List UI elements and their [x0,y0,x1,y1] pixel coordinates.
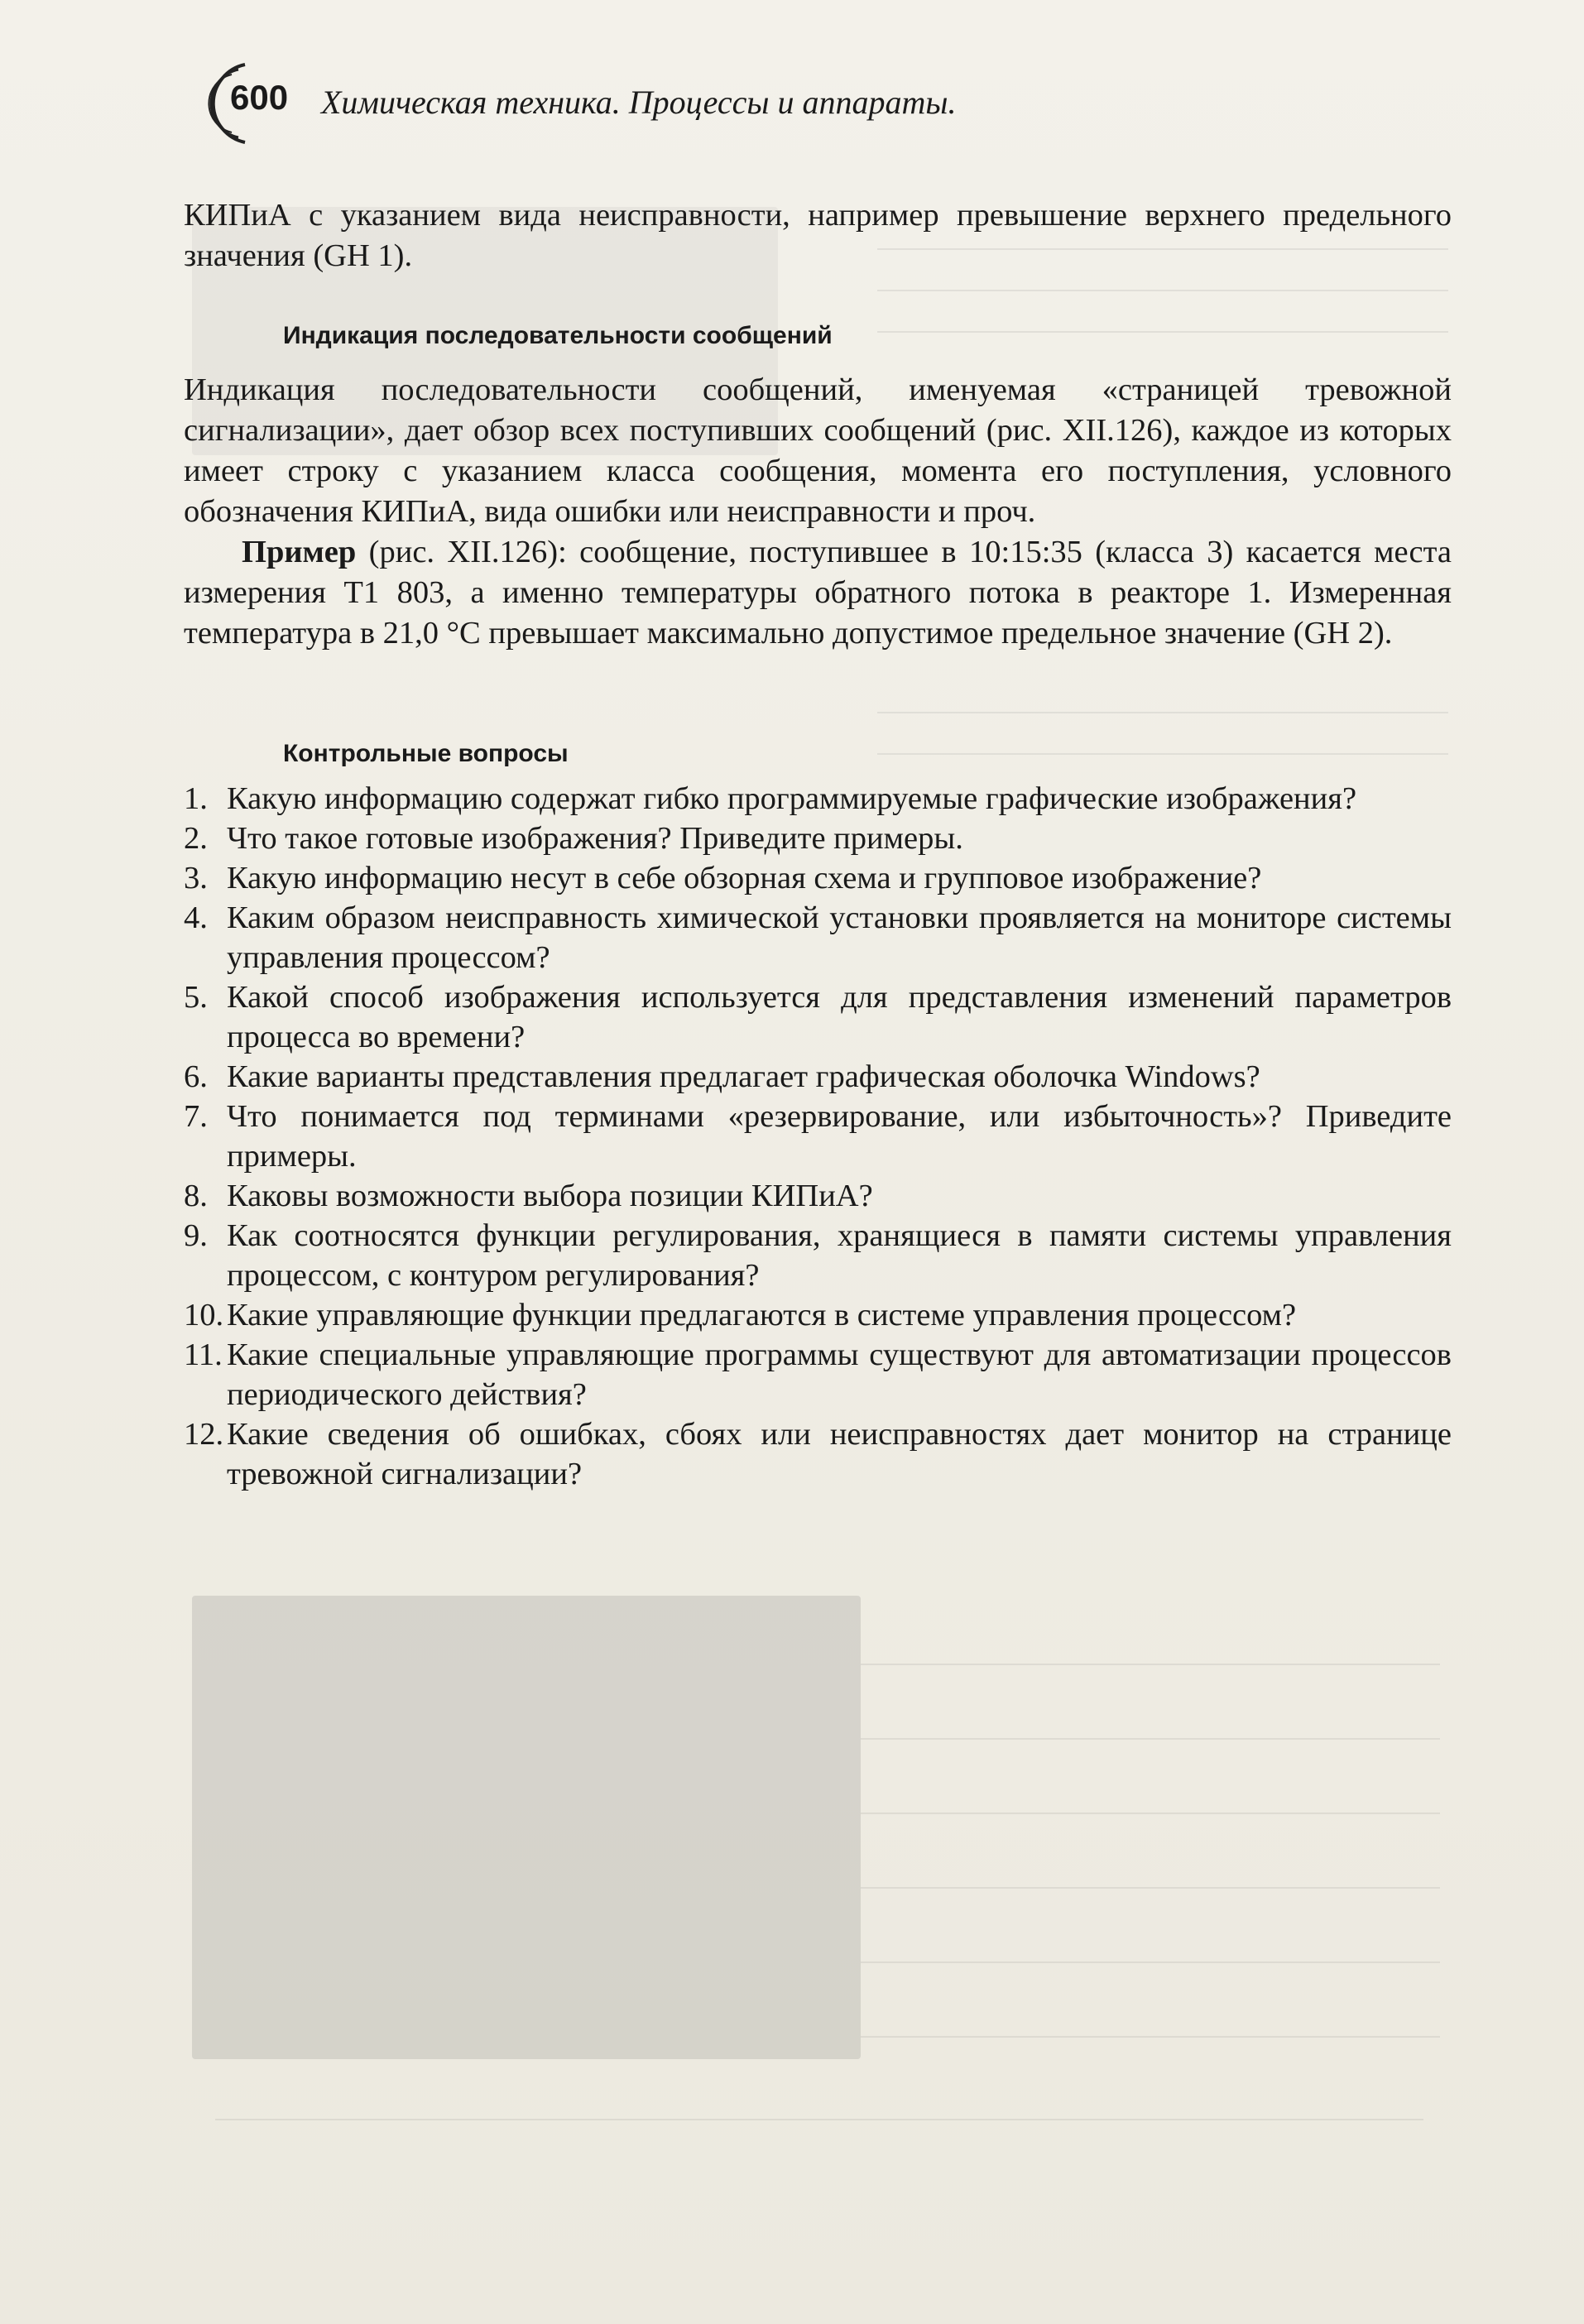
question-number: 1. [184,781,208,816]
show-through-figure-bottom [192,1596,861,2059]
question-number: 12. [184,1417,224,1452]
sequence-section-body [184,370,1452,654]
question-number: 4. [184,900,208,935]
question-text: Какие сведения об ошибках, сбоях или неисправностях дает монитор на странице тревожной сигнализации? [227,1417,1452,1491]
question-number: 10. [184,1298,224,1332]
question-text: Как соотносятся функции регулирования, хранящиеся в памяти системы управления процессом, с контуром регулирования? [227,1218,1452,1293]
questions-list [184,779,1452,1494]
sequence-paragraph: Индикация последовательности сообщений, именуемая «страницей тревожной сигнализации», дает обзор всех поступивших сообщений (рис. XII.126), каждое из которых имеет строку с указанием класса сообщения, момента его поступления, условного обозначения КИПиА, вида ошибки или неисправности и проч. [184,372,1452,529]
question-text: Каким образом неисправность химической установки проявляется на мониторе системы управления процессом? [227,900,1452,975]
question-number: 11. [184,1337,223,1372]
show-through-line [861,1664,1440,1665]
list-item [184,977,1452,1057]
show-through-line [861,1961,1440,1963]
list-item [184,1057,1452,1097]
intro-paragraph [184,195,1452,276]
question-text: Какие управляющие функции предлагаются в системе управления процессом? [227,1298,1297,1332]
example-paragraph [184,532,1452,654]
question-number: 9. [184,1218,208,1253]
list-item [184,1335,1452,1414]
example-text: (рис. XII.126): сообщение, поступившее в 10:15:35 (класса 3) касается места измерения T1 803, а именно температуры обратного потока в реакторе 1. Измеренная температура в 21,0 °С превышает максимально допустимое предельное значение (GH 2). [184,535,1452,651]
question-text: Какую информацию содержат гибко программируемые графические изображения? [227,781,1357,816]
list-item [184,1414,1452,1494]
example-label: Пример [242,535,357,569]
question-number: 8. [184,1179,208,1213]
list-item [184,1216,1452,1295]
question-number: 7. [184,1099,208,1134]
question-text: Какие специальные управляющие программы существуют для автоматизации процессов периодического действия? [227,1337,1452,1412]
question-text: Какие варианты представления предлагает графическая оболочка Windows? [227,1059,1260,1094]
list-item [184,1295,1452,1335]
question-text: Что понимается под терминами «резервирование, или избыточность»? Приведите примеры. [227,1099,1452,1174]
running-header [189,58,1430,149]
show-through-line [861,1813,1440,1814]
list-item [184,858,1452,898]
running-title: Химическая техника. Процессы и аппараты. [321,84,957,121]
show-through-line [861,1887,1440,1889]
list-item [184,1097,1452,1176]
show-through-line [877,753,1448,755]
list-item [184,898,1452,977]
question-text: Какую информацию несут в себе обзорная схема и групповое изображение? [227,861,1262,896]
intro-text: КИПиА с указанием вида неисправности, например превышение верхнего предельного значения (GH 1). [184,198,1452,273]
show-through-line [877,290,1448,291]
question-number: 5. [184,980,208,1015]
show-through-line [861,2036,1440,2038]
question-text: Что такое готовые изображения? Приведите примеры. [227,821,963,856]
list-item [184,819,1452,858]
show-through-line [215,2119,1423,2120]
list-item [184,1176,1452,1216]
show-through-line [877,712,1448,713]
list-item [184,779,1452,819]
show-through-line [861,1738,1440,1740]
question-number: 2. [184,821,208,856]
question-text: Какой способ изображения используется для представления изменений параметров процесса во времени? [227,980,1452,1054]
section-heading-questions: Контрольные вопросы [283,740,569,767]
question-text: Каковы возможности выбора позиции КИПиА? [227,1179,873,1213]
question-number: 3. [184,861,208,896]
show-through-line [877,331,1448,333]
page-number: 600 [230,78,289,117]
question-number: 6. [184,1059,208,1094]
section-heading-sequence: Индикация последовательности сообщений [283,322,833,349]
